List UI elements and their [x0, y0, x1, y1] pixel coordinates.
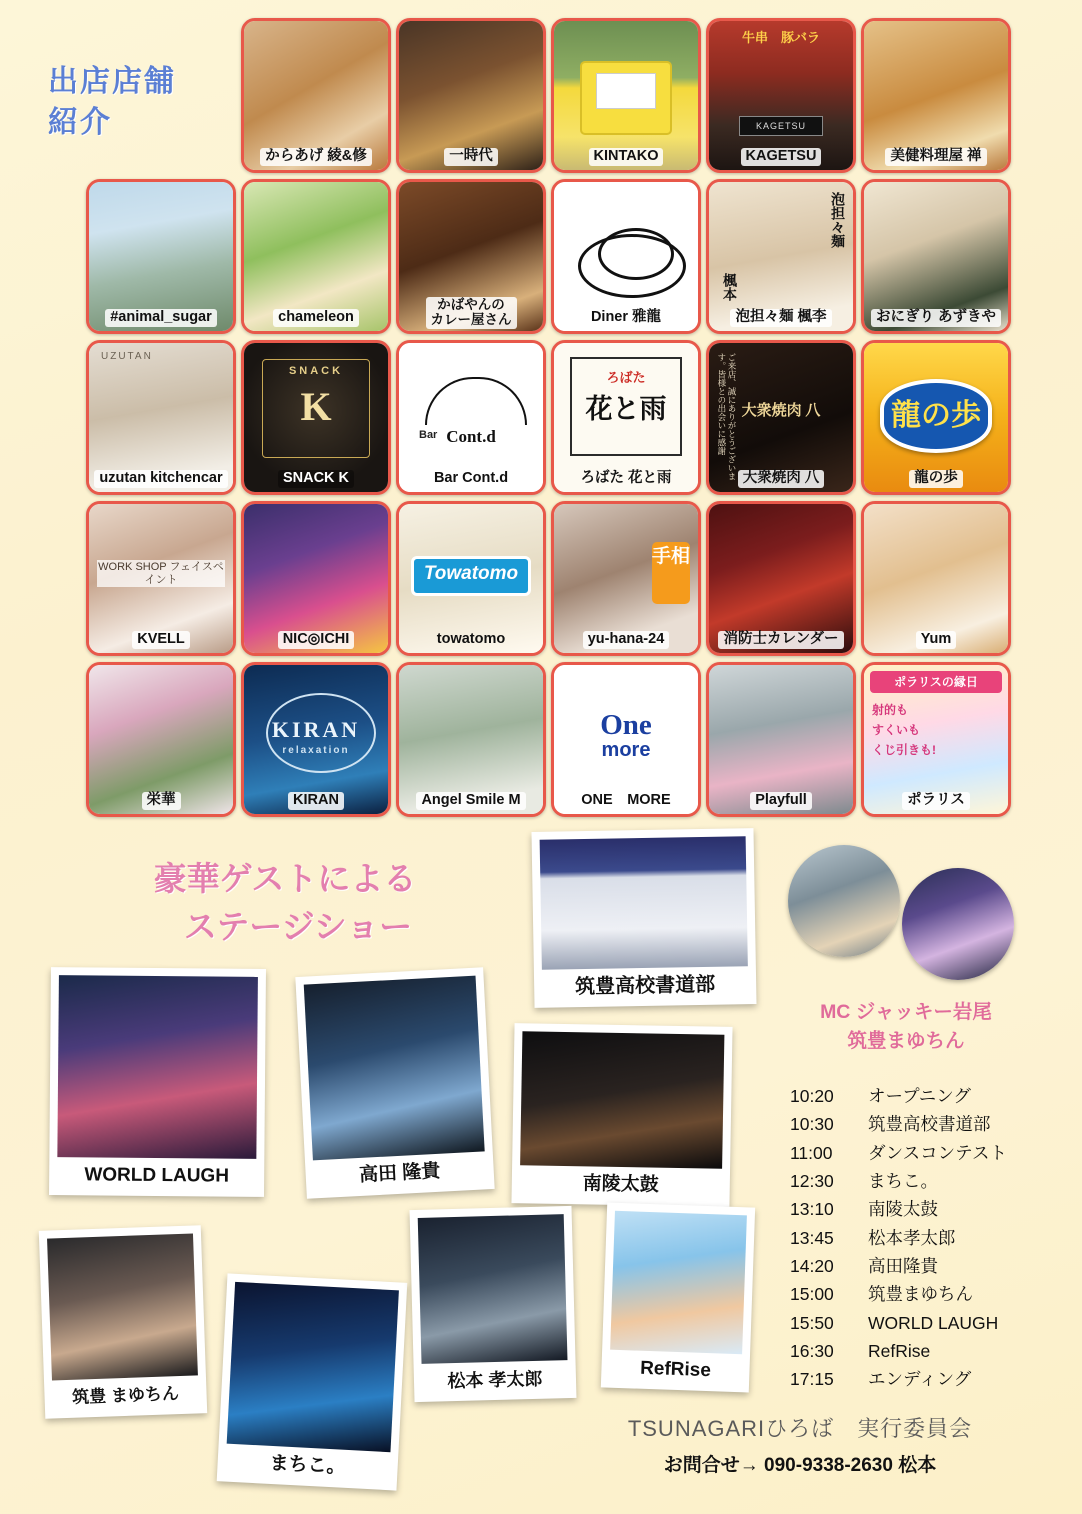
stage-show-title	[70, 855, 500, 951]
timetable-act: 南陵太鼓	[868, 1199, 938, 1220]
vendor-label: ONE MORE	[581, 792, 671, 809]
vendor-card-towatomo[interactable]	[396, 501, 546, 656]
timetable-row	[790, 1139, 1060, 1167]
timetable-time: 15:00	[790, 1284, 834, 1305]
vendor-label: #animal_sugar	[89, 309, 233, 327]
timetable-row	[790, 1224, 1060, 1252]
timetable-act: 松本孝太郎	[868, 1227, 956, 1248]
performer-photo	[304, 976, 485, 1161]
timetable-row	[790, 1167, 1060, 1195]
dumpling-lid-icon	[598, 228, 674, 280]
vendor-card-snack-k[interactable]	[241, 340, 391, 495]
vendor-label: からあげ 綾&修	[244, 148, 388, 166]
kaede-vertical-text: 楓本	[722, 273, 738, 301]
polaris-banner-text: ポラリスの縁日	[870, 671, 1002, 693]
timetable-act: WORLD LAUGH	[868, 1312, 999, 1333]
mc-name-line2: 筑豊まゆちん	[847, 1030, 965, 1053]
snack-k-top-text: SNACK	[288, 365, 344, 377]
performer-name: まちこ。	[269, 1452, 347, 1478]
vendor-card-ichijidai[interactable]	[396, 18, 546, 173]
timetable-act: ダンスコンテスト	[868, 1142, 1007, 1163]
vendor-card-uzutan[interactable]	[86, 340, 236, 495]
performer-name: 筑豊 まゆちん	[71, 1384, 180, 1407]
vendor-label: uzutan kitchencar	[89, 470, 233, 488]
timetable-act: 高田隆貴	[868, 1256, 938, 1277]
timetable-act: オープニング	[868, 1086, 971, 1106]
timetable-time: 13:45	[790, 1227, 834, 1248]
timetable-row	[790, 1082, 1060, 1110]
kiran-tagline: relaxation	[282, 745, 350, 756]
timetable-time: 10:30	[790, 1114, 834, 1135]
timetable-act: RefRise	[868, 1341, 931, 1362]
tesou-badge-text: 手相	[652, 542, 690, 604]
vendor-label: Yum	[864, 631, 1008, 649]
vendor-label: 龍の歩	[864, 470, 1008, 488]
stage-title-line1: 豪華ゲストによる	[153, 860, 417, 897]
performer-card-machiko[interactable]	[217, 1273, 408, 1490]
one-more-logo-line2: more	[601, 739, 651, 761]
organizer-text: TSUNAGARIひろば 実行委員会	[627, 1416, 973, 1441]
vendor-grid	[86, 18, 1018, 817]
performer-card-refrise[interactable]	[601, 1202, 755, 1392]
vendor-card-nicichi[interactable]	[241, 501, 391, 656]
performer-card-takada[interactable]	[295, 967, 494, 1199]
timetable-row	[790, 1365, 1060, 1393]
vendor-card-kiran[interactable]	[241, 662, 391, 817]
timetable-time: 16:30	[790, 1341, 834, 1362]
performer-name: 筑豊高校書道部	[575, 973, 716, 999]
vendor-card-eika[interactable]	[86, 662, 236, 817]
timetable-act: まちこ。	[868, 1171, 938, 1192]
vendor-label: KINTAKO	[554, 148, 698, 166]
vendor-label: ポラリス	[864, 792, 1008, 810]
performer-card-matsumoto[interactable]	[410, 1206, 577, 1402]
vendor-card-one-more[interactable]	[551, 662, 701, 817]
vendor-label: 泡担々麺 楓李	[709, 309, 853, 327]
performer-photo	[418, 1214, 568, 1364]
hanato-logo-text: 花と雨	[585, 394, 667, 424]
polaris-line2: すくいも	[872, 723, 921, 737]
bar-arc-icon	[425, 377, 527, 425]
vendor-card-awatantan-kaede[interactable]	[706, 179, 856, 334]
yakiniku-sign-text: 大衆焼肉 八	[741, 403, 821, 419]
vendor-card-bar-contd[interactable]	[396, 340, 546, 495]
timetable-row	[790, 1337, 1060, 1365]
timetable-row	[790, 1280, 1060, 1308]
vendor-label: Diner 雅龍	[590, 309, 662, 326]
timetable-time: 12:30	[790, 1171, 834, 1192]
vendor-label: yu-hana-24	[554, 631, 698, 649]
kiran-logo-text: KIRAN	[271, 717, 361, 742]
performer-photo	[610, 1211, 747, 1355]
timetable-row	[790, 1252, 1060, 1280]
bar-contd-logo-text: Cont.d	[446, 427, 496, 446]
vendor-label: SNACK K	[244, 470, 388, 488]
vendor-label: KAGETSU	[709, 148, 853, 166]
mc-avatar-jackie	[788, 845, 900, 957]
food-truck-icon	[580, 61, 672, 135]
towatomo-logo-text: Towatomo	[411, 556, 531, 596]
vendor-card-hanatoame[interactable]	[551, 340, 701, 495]
performer-name: 高田 隆貴	[358, 1160, 441, 1186]
vendor-card-yum[interactable]	[861, 501, 1011, 656]
performer-photo	[57, 975, 258, 1159]
timetable-row	[790, 1195, 1060, 1223]
page-title-line1: 出店店舗	[48, 65, 176, 98]
timetable-time: 14:20	[790, 1256, 834, 1277]
vendor-label: KIRAN	[244, 792, 388, 810]
vendor-label: towatomo	[436, 631, 506, 648]
vendor-card-playfull[interactable]	[706, 662, 856, 817]
vendor-card-kintako[interactable]	[551, 18, 701, 173]
one-more-logo-line1: One	[600, 709, 652, 741]
stage-title-line2: ステージショー	[183, 907, 413, 945]
vendor-card-firefighter-calendar[interactable]	[706, 501, 856, 656]
vendor-label: Playfull	[709, 792, 853, 810]
bar-word: Bar	[419, 429, 438, 441]
vendor-card-angel-smile-m[interactable]	[396, 662, 546, 817]
timetable	[790, 1082, 1060, 1394]
vendor-label: おにぎり あずきや	[864, 309, 1008, 327]
timetable-row	[790, 1110, 1060, 1138]
timetable-act: エンディング	[868, 1369, 972, 1390]
vendor-card-kabayan-curry[interactable]	[396, 179, 546, 334]
performer-card-mayuchin[interactable]	[39, 1225, 207, 1419]
performer-name: 南陵太鼓	[582, 1173, 659, 1196]
vendor-label: Angel Smile M	[399, 792, 543, 810]
vendor-card-diner-garyu[interactable]	[551, 179, 701, 334]
vendor-label: chameleon	[244, 309, 388, 327]
robata-logo-text: ろばた	[606, 370, 646, 385]
vendor-card-kvell[interactable]	[86, 501, 236, 656]
performer-photo	[540, 836, 748, 970]
kagetsu-banner-text: 牛串 豚バラ	[741, 30, 820, 45]
contact-text: お問合せ→ 090-9338-2630 松本	[663, 1455, 937, 1476]
vendor-card-polaris[interactable]	[861, 662, 1011, 817]
vendor-label: ろばた 花と雨	[580, 470, 672, 487]
vendor-card-karaage[interactable]	[241, 18, 391, 173]
vendor-label: 一時代	[399, 148, 543, 166]
vendor-label: 消防士カレンダー	[709, 631, 853, 649]
yakiniku-greeting-text: ご来店、誠にありがとうございます。皆様との出会いに感謝	[716, 353, 737, 481]
performer-name: RefRise	[639, 1357, 712, 1382]
vendor-card-onigiri-azukiya[interactable]	[861, 179, 1011, 334]
performer-photo	[520, 1031, 724, 1169]
vendor-label: 美健料理屋 禅	[864, 148, 1008, 166]
timetable-time: 15:50	[790, 1312, 834, 1333]
performer-name: WORLD LAUGH	[84, 1164, 230, 1187]
performer-card-nanryo-taiko[interactable]	[511, 1023, 732, 1207]
timetable-time: 10:20	[790, 1086, 834, 1106]
performer-name: 松本 孝太郎	[447, 1368, 543, 1392]
performer-photo	[227, 1282, 399, 1452]
snack-k-monogram: K	[300, 384, 332, 429]
vendor-card-kagetsu[interactable]	[706, 18, 856, 173]
vendor-label: KVELL	[89, 631, 233, 649]
performer-photo	[47, 1234, 198, 1381]
vendor-card-taishu-yakiniku-hachi[interactable]	[706, 340, 856, 495]
workshop-tag-text: WORK SHOP フェイスペイント	[98, 561, 224, 586]
mc-name-line1: MC ジャッキー岩尾	[820, 1001, 992, 1023]
vendor-label: かばやんの カレー屋さん	[399, 297, 543, 329]
vendor-card-chameleon[interactable]	[241, 179, 391, 334]
performer-card-shodo[interactable]	[531, 828, 756, 1008]
timetable-time: 11:00	[790, 1142, 833, 1163]
vendor-card-yuhana24[interactable]	[551, 501, 701, 656]
tantanmen-vertical-text: 泡担々麺	[830, 192, 846, 248]
ryu-badge-text: 龍の歩	[880, 379, 992, 453]
vendor-label: 大衆焼肉 八	[709, 470, 853, 488]
vendor-card-ryunoayumi[interactable]	[861, 340, 1011, 495]
vendor-label: NIC◎ICHI	[244, 631, 388, 649]
polaris-line3: くじ引きも!	[872, 743, 936, 757]
timetable-act: 筑豊高校書道部	[868, 1114, 991, 1135]
timetable-act: 筑豊まゆちん	[868, 1284, 973, 1305]
timetable-time: 13:10	[790, 1199, 834, 1220]
uzutan-logo-text: UZUTAN	[101, 351, 153, 362]
timetable-time: 17:15	[790, 1369, 834, 1390]
timetable-row	[790, 1309, 1060, 1337]
mc-names	[776, 998, 1036, 1057]
page-title-line2: 紹介	[48, 105, 112, 139]
vendor-label: Bar Cont.d	[433, 470, 509, 487]
kagetsu-sign-text: KAGETSU	[739, 116, 823, 136]
vendor-label: 栄華	[89, 792, 233, 810]
vendor-card-animal-sugar[interactable]	[86, 179, 236, 334]
polaris-line1: 射的も	[872, 703, 909, 717]
performer-card-world-laugh[interactable]	[49, 967, 266, 1197]
mc-avatar-mayuchin	[902, 868, 1014, 980]
vendor-card-zen[interactable]	[861, 18, 1011, 173]
